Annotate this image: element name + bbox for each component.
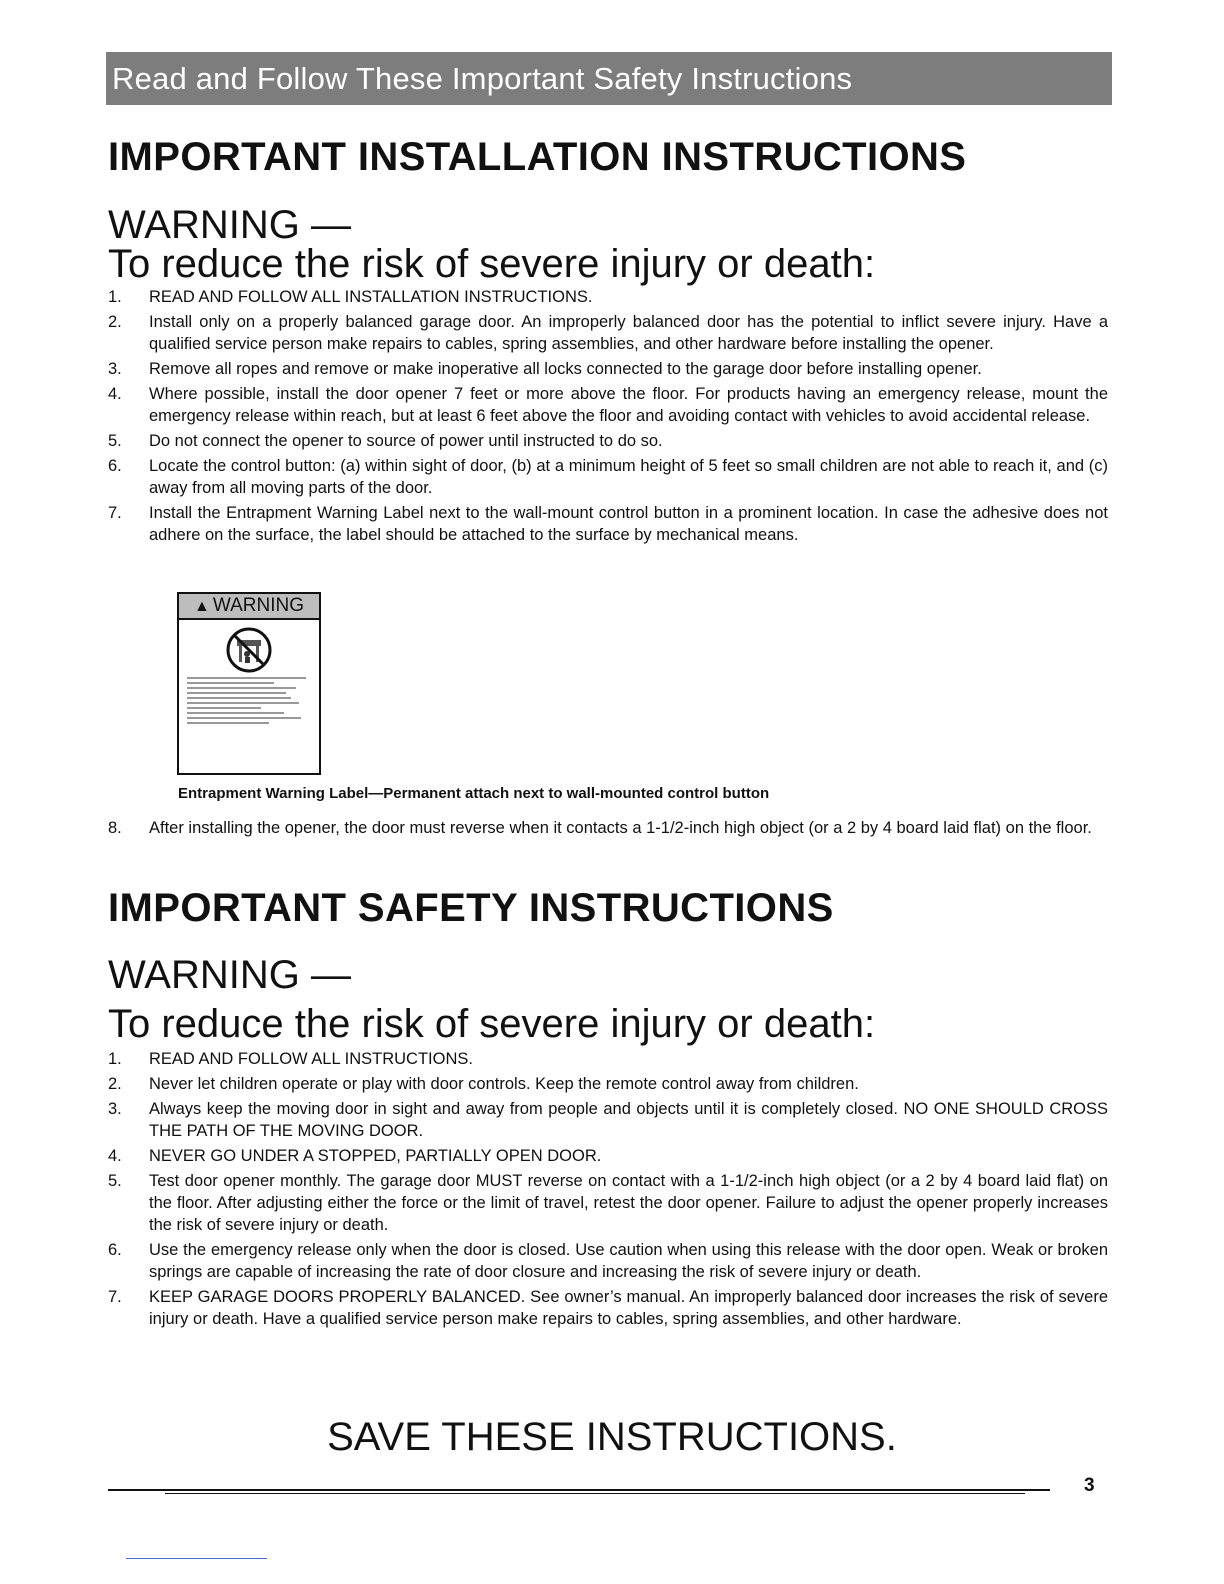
- safety-warning: WARNING —: [108, 953, 351, 997]
- item-text: Always keep the moving door in sight and away from people and objects until it is completely closed. NO ONE SHOULD CROSS THE PATH OF THE MOVING DOOR.: [149, 1100, 1108, 1140]
- item-text: Where possible, install the door opener 7 feet or more above the floor. For products having an emergency release, mount the emergency release within reach, but at least 6 feet above the floor and avoiding contact with vehicles to avoid accidental release.: [149, 385, 1108, 425]
- installation-heading: IMPORTANT INSTALLATION INSTRUCTIONS: [108, 135, 967, 179]
- item-text: READ AND FOLLOW ALL INSTALLATION INSTRUCTIONS.: [149, 288, 593, 306]
- warning-triangle-icon: ▲: [194, 598, 210, 615]
- entrapment-warning-label: [177, 592, 321, 775]
- list-item: [108, 383, 1108, 427]
- label-header-text: WARNING: [212, 595, 304, 616]
- item-text: After installing the opener, the door must reverse when it contacts a 1-1/2-inch high object (or a 2 by 4 board laid flat) on the floor.: [149, 819, 1092, 837]
- footer-link-line: [126, 1558, 267, 1559]
- installation-list: [108, 286, 1108, 549]
- item-number: 1.: [108, 288, 122, 306]
- safety-heading: IMPORTANT SAFETY INSTRUCTIONS: [108, 886, 834, 930]
- item-text: Test door opener monthly. The garage door MUST reverse on contact with a 1-1/2-inch high object (or a 2 by 4 board laid flat) on the floor. After adjusting either the force or the limit of travel, retest the door opener. Failure to adjust the opener properly increases the risk of severe injury or death.: [149, 1172, 1108, 1234]
- page-number: 3: [1084, 1475, 1095, 1496]
- list-item: [108, 1170, 1108, 1236]
- item-text: Never let children operate or play with door controls. Keep the remote control away from children.: [149, 1075, 859, 1093]
- no-child-under-door-icon: [225, 626, 273, 674]
- list-item: [108, 1073, 1108, 1095]
- item-text: NEVER GO UNDER A STOPPED, PARTIALLY OPEN DOOR.: [149, 1147, 602, 1165]
- page-banner: Read and Follow These Important Safety Instructions: [106, 52, 1112, 105]
- item-text: Install the Entrapment Warning Label next to the wall-mount control button in a prominent location. In case the adhesive does not adhere on the surface, the label should be attached to the surface by mechanical means.: [149, 504, 1108, 544]
- list-item: [108, 286, 1108, 308]
- item-number: 3.: [108, 1100, 122, 1118]
- list-item: [108, 358, 1108, 380]
- item-number: 3.: [108, 360, 122, 378]
- label-header: [179, 594, 319, 620]
- item-number: 1.: [108, 1050, 122, 1068]
- list-item: [108, 1098, 1108, 1142]
- item-text: Use the emergency release only when the door is closed. Use caution when using this release with the door open. Weak or broken springs are capable of increasing the rate of door closure and increasing the risk of severe injury or death.: [149, 1241, 1108, 1281]
- list-item: [108, 455, 1108, 499]
- installation-risk: To reduce the risk of severe injury or death:: [108, 242, 876, 286]
- item-text: Remove all ropes and remove or make inoperative all locks connected to the garage door before installing opener.: [149, 360, 982, 378]
- item-number: 2.: [108, 1075, 122, 1093]
- footer-rule: [108, 1489, 1050, 1491]
- list-item: [108, 430, 1108, 452]
- item-text: KEEP GARAGE DOORS PROPERLY BALANCED. See owner’s manual. An improperly balanced door increases the risk of severe injury or death. Have a qualified service person make repairs to cables, spring assemblies, and other hardware.: [149, 1288, 1108, 1328]
- list-item: [108, 502, 1108, 546]
- item-number: 8.: [108, 819, 122, 837]
- list-item: [108, 817, 1108, 839]
- save-instructions: SAVE THESE INSTRUCTIONS.: [327, 1415, 897, 1459]
- installation-warning: WARNING —: [108, 203, 351, 247]
- label-fine-print: [179, 677, 319, 724]
- list-item: [108, 1048, 1108, 1070]
- item-number: 2.: [108, 313, 122, 331]
- label-caption: Entrapment Warning Label—Permanent attach next to wall-mounted control button: [178, 785, 770, 802]
- safety-list: [108, 1048, 1108, 1333]
- item-number: 7.: [108, 504, 122, 522]
- list-item: [108, 1286, 1108, 1330]
- item-number: 6.: [108, 457, 122, 475]
- item-number: 7.: [108, 1288, 122, 1306]
- list-item: [108, 311, 1108, 355]
- installation-list-continued: [108, 817, 1108, 842]
- footer-rule-inner: [165, 1493, 1025, 1494]
- safety-risk: To reduce the risk of severe injury or death:: [108, 1002, 876, 1046]
- item-text: Do not connect the opener to source of power until instructed to do so.: [149, 432, 663, 450]
- item-number: 5.: [108, 432, 122, 450]
- item-number: 4.: [108, 385, 122, 403]
- item-text: Install only on a properly balanced garage door. An improperly balanced door has the potential to inflict severe injury. Have a qualified service person make repairs to cables, spring assemblies, and other hardware before installing the opener.: [149, 313, 1108, 353]
- list-item: [108, 1145, 1108, 1167]
- item-number: 5.: [108, 1172, 122, 1190]
- list-item: [108, 1239, 1108, 1283]
- item-number: 6.: [108, 1241, 122, 1259]
- item-number: 4.: [108, 1147, 122, 1165]
- item-text: Locate the control button: (a) within sight of door, (b) at a minimum height of 5 feet so small children are not able to reach it, and (c) away from all moving parts of the door.: [149, 457, 1108, 497]
- item-text: READ AND FOLLOW ALL INSTRUCTIONS.: [149, 1050, 473, 1068]
